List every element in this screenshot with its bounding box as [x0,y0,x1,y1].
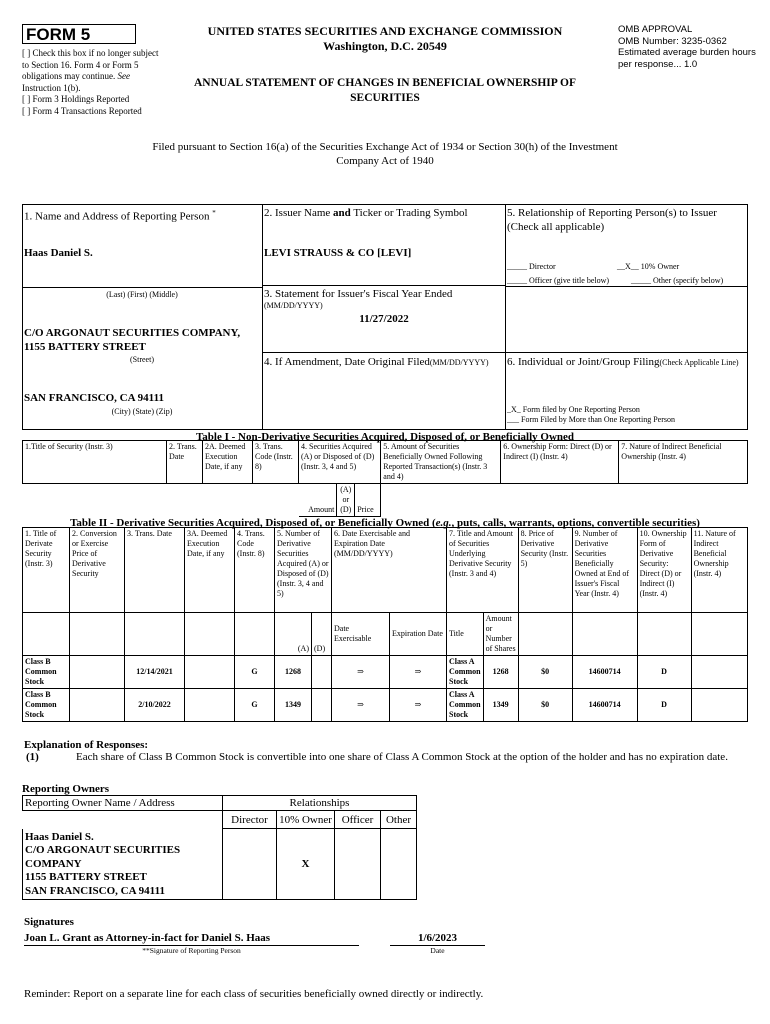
table2-title: Table II - Derivative Securities Acquired, Disposed of, or Beneficially Owned (e.g., puts, calls, warrants, options, convertible securities) [70,517,700,529]
other-check: _____ Other (specify below) [631,276,724,285]
t2-sub-d: (D) [312,613,332,656]
table1-title: Table I - Non-Derivative Securities Acquired, Disposed of, or Beneficially Owned [195,431,575,443]
checkbox-notes: [ ] Check this box if no longer subject to Section 16. Form 4 or Form 5 obligations may continue. See Instruction 1(b). [ ] Form 3 Holdings Reported [ ] Form 4 Transactions Reported [22,48,159,116]
t2-col-code: 4. Trans. Code (Instr. 8) [235,528,275,613]
signatures-heading: Signatures [24,916,74,928]
agency-title: UNITED STATES SECURITIES AND EXCHANGE COMMISSION Washington, D.C. 20549 [207,24,563,53]
signature-date: 1/6/2023 [390,931,485,946]
box2-label: 2. Issuer Name and Ticker or Trading Symbol [264,207,468,219]
t2-col-exercisable: 6. Date Exercisable and Expiration Date (MM/DD/YYYY) [332,528,447,613]
group-filer-option: ___ Form Filed by More than One Reporting Person [507,415,675,424]
owner-col-name: Reporting Owner Name / Address [23,796,223,811]
t1-sub-price: Price [355,484,381,517]
street-address: C/O ARGONAUT SECURITIES COMPANY, 1155 BATTERY STREET [24,327,241,353]
box1-label: 1. Name and Address of Reporting Person * [24,209,216,223]
t1-col-nature: 7. Nature of Indirect Beneficial Ownership (Instr. 4) [619,441,748,484]
footnote-number: (1) [26,751,39,763]
box5-label: 5. Relationship of Reporting Person(s) to Issuer (Check all applicable) [507,207,717,233]
box3-format: (MM/DD/YYYY) [264,301,323,310]
owner-col-ten-pct: 10% Owner [277,811,335,829]
t2-col-underlying: 7. Title and Amount of Securities Underlying Derivative Security (Instr. 3 and 4) [447,528,519,613]
owner-col-relationships: Relationships [223,796,417,811]
ten-pct-owner-check: __X__ 10% Owner [617,262,680,271]
t2-sub-title: Title [447,613,484,656]
owners-heading: Reporting Owners [22,783,110,795]
t2-sub-amount: Amount or Number of Shares [483,613,518,656]
t2-col-number: 5. Number of Derivative Securities Acquired (A) or Disposed of (D) (Instr. 3, 4 and 5) [275,528,332,613]
date-caption: Date [430,946,445,955]
street-caption: (Street) [130,355,154,364]
t1-sub-aord: (A) or (D) [337,484,355,517]
arrow-icon: ⇒ [390,656,447,689]
owners-table [22,795,417,900]
box6-label: 6. Individual or Joint/Group Filing(Check Applicable Line) [507,356,739,368]
t2-col-form: 10. Ownership Form of Derivative Security: Direct (D) or Indirect (I) (Instr. 4) [637,528,691,613]
t1-col-title: 1.Title of Security (Instr. 3) [23,441,167,484]
fiscal-year-end: 11/27/2022 [359,313,409,325]
director-check: _____ Director [507,262,556,271]
table-row: Class B Common Stock 12/14/2021 G 1268 ⇒ ⇒ Class A Common Stock 1268 $0 14600714 D [23,656,748,689]
t2-sub-expiration: Expiration Date [390,613,447,656]
filed-pursuant: Filed pursuant to Section 16(a) of the Securities Exchange Act of 1934 or Section 30(h) of the Investment Company Act of 1940 [152,141,618,167]
arrow-icon: ⇒ [332,689,390,722]
owner-name-address: Haas Daniel S. C/O ARGONAUT SECURITIES COMPANY 1155 BATTERY STREET SAN FRANCISCO, CA 94111 [23,829,223,900]
form-label: FORM 5 [22,24,136,44]
t2-col-price: 8. Price of Derivative Security (Instr. 5) [518,528,572,613]
officer-check: _____ Officer (give title below) [507,276,610,285]
t1-col-form: 6. Ownership Form: Direct (D) or Indirect (I) (Instr. 4) [501,441,619,484]
t1-col-owned: 5. Amount of Securities Beneficially Owned Following Reported Transaction(s) (Instr. 3 and 4) [381,441,501,484]
footnote-text: Each share of Class B Common Stock is convertible into one share of Class A Common Stock at the option of the holder and has no expiration date. [76,751,728,763]
explanation-heading: Explanation of Responses: [24,739,149,751]
issuer-name: LEVI STRAUSS & CO [LEVI] [264,247,412,259]
t2-col-title: 1. Title of Derivate Security (Instr. 3) [23,528,70,613]
table-row [23,829,417,900]
signer-caption: **Signature of Reporting Person [142,946,241,955]
reminder-text: Reminder: Report on a separate line for each class of securities beneficially owned directly or indirectly. [24,988,484,1000]
city-state-zip: SAN FRANCISCO, CA 94111 [24,392,164,404]
arrow-icon: ⇒ [390,689,447,722]
name-caption: (Last) (First) (Middle) [106,290,178,299]
t2-col-date: 3. Trans. Date [125,528,185,613]
box4-label: 4. If Amendment, Date Original Filed(MM/DD/YYYY) [264,356,489,368]
owner-col-officer: Officer [335,811,381,829]
owner-col-director: Director [223,811,277,829]
t2-sub-a: (A) [275,613,312,656]
t2-col-conversion: 2. Conversion or Exercise Price of Derivative Security [70,528,125,613]
table-row: Class B Common Stock 2/10/2022 G 1349 ⇒ ⇒ Class A Common Stock 1349 $0 14600714 D [23,689,748,722]
t1-col-date: 2. Trans. Date [167,441,203,484]
t1-sub-amount: Amount [299,484,337,517]
table2 [22,527,748,722]
reporting-person-name: Haas Daniel S. [24,247,93,259]
omb-approval: OMB APPROVAL OMB Number: 3235-0362 Estimated average burden hours per response... 1.0 [618,24,756,70]
arrow-icon: ⇒ [332,656,390,689]
table1 [22,440,748,517]
t2-sub-exercisable: Date Exercisable [332,613,390,656]
t1-col-deemed: 2A. Deemed Execution Date, if any [203,441,253,484]
owner-col-other: Other [381,811,417,829]
t1-col-acquired: 4. Securities Acquired (A) or Disposed of (D) (Instr. 3, 4 and 5) [299,441,381,484]
single-filer-option: _X_ Form filed by One Reporting Person [507,405,640,414]
city-caption: (City) (State) (Zip) [111,407,173,416]
ten-pct-owner-mark: X [277,829,335,900]
t2-col-nature: 11. Nature of Indirect Beneficial Ownership (Instr. 4) [691,528,747,613]
t1-col-code: 3. Trans. Code (Instr. 8) [253,441,299,484]
signer-name: Joan L. Grant as Attorney-in-fact for Daniel S. Haas [24,931,359,946]
box3-label: 3. Statement for Issuer's Fiscal Year Ended [264,288,453,300]
statement-title: ANNUAL STATEMENT OF CHANGES IN BENEFICIAL OWNERSHIP OF SECURITIES [193,77,576,104]
t2-col-deemed: 3A. Deemed Execution Date, if any [185,528,235,613]
t2-col-owned: 9. Number of Derivative Securities Beneficially Owned at End of Issuer's Fiscal Year (Instr. 4) [572,528,637,613]
